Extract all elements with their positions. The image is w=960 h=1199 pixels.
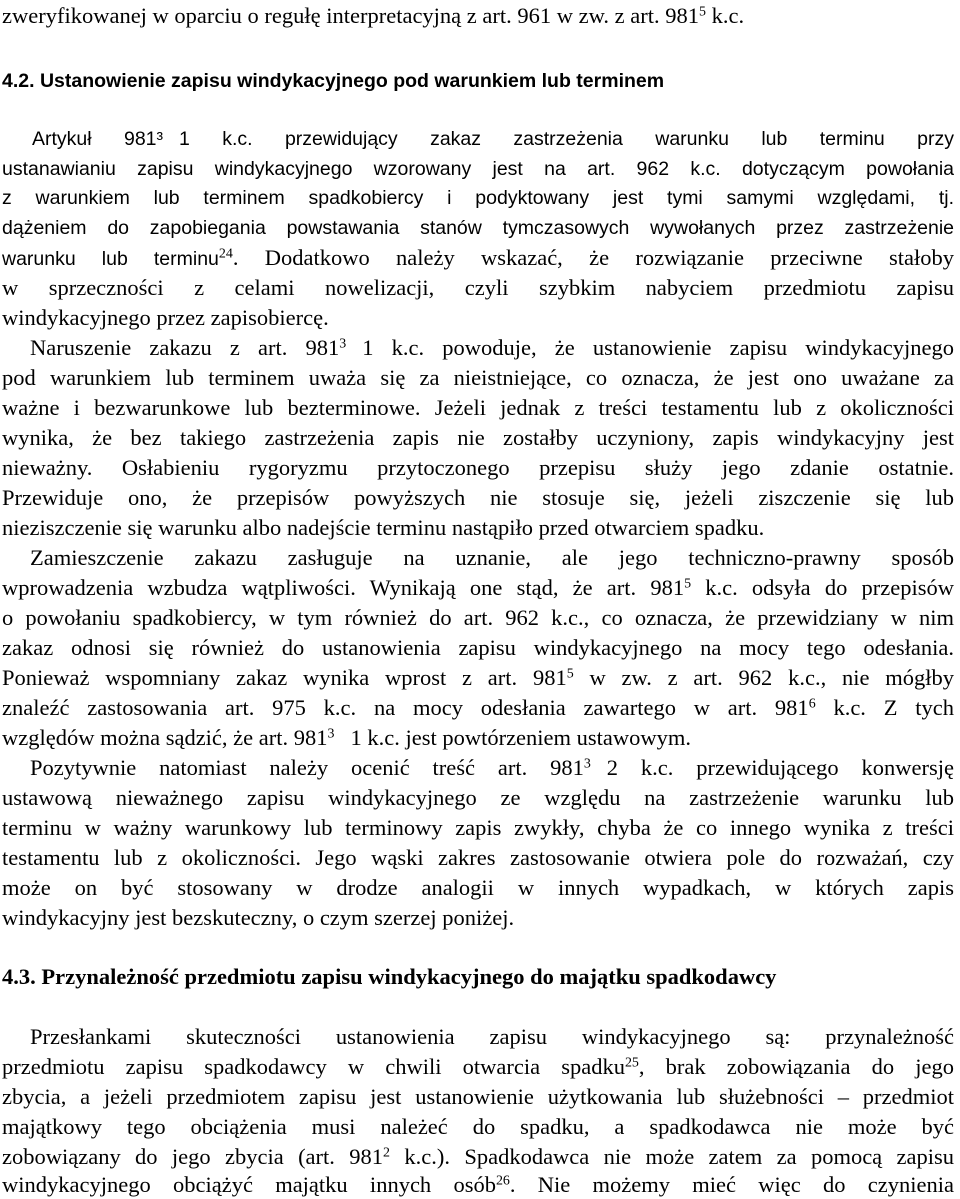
text-line: windykacyjnego przez zapisobiercę.	[2, 305, 329, 330]
text-line: względów można sądzić, że art. $981^3$ 1 k.c. jest powtórzeniem ustawowym.	[2, 725, 692, 750]
text-line: zobowiązany do jego zbycia (art. $981^2$ k.c.). Spadkodawca nie może zatem za pomocą zapisu	[2, 1144, 955, 1169]
text-line: Pozytywnie natomiast należy ocenić treść art. $981^3$ 2 k.c. przewidującego konwersję	[30, 755, 954, 780]
footnote-sup: 25	[624, 1055, 639, 1071]
text-line: zbycia, a jeżeli przedmiotem zapisu jest ustanowienie użytkowania lub służebności – przedmiot	[2, 1084, 954, 1109]
footnote-sup: 2	[383, 1145, 390, 1161]
text-line: pod warunkiem lub terminem uważa się za nieistniejące, co oznacza, że jest ono uważane za	[2, 365, 954, 390]
footnote-sup: 5	[699, 4, 706, 20]
text-line: Naruszenie zakazu z art. $981^3$ 1 k.c. powoduje, że ustanowienie zapisu windykacyjnego	[30, 335, 955, 360]
footnote-sup: 3	[339, 336, 347, 352]
footnote-sup: 3	[583, 756, 591, 772]
text-line: ustanawianiu zapisu windykacyjnego wzorowany jest na art. 962 k.c. dotyczącym powołania	[2, 158, 954, 180]
text-line: ustawową nieważnego zapisu windykacyjnego ze względu na zastrzeżenie warunku lub	[2, 785, 954, 810]
text-line: majątkowy tego obciążenia musi należeć do spadku, a spadkodawca nie może być	[2, 1114, 954, 1139]
text-line: warunku lub terminu$^{24}$. Dodatkowo należy wskazać, że rozwiązanie przeciwne stałoby	[2, 245, 954, 270]
text-line: windykacyjnego obciążyć majątku innych osób$^{26}$. Nie możemy mieć więc do czynienia	[2, 1172, 954, 1197]
section-heading-4-3: 4.3. Przynależność przedmiotu zapisu windykacyjnego do majątku spadkodawcy	[2, 964, 777, 989]
footnote-sup: 24	[218, 246, 233, 262]
text-line: Przesłankami skuteczności ustanowienia zapisu windykacyjnego są: przynależność	[30, 1024, 954, 1049]
text-line: dążeniem do zapobiegania powstawania stanów tymczasowych wywołanych przez zastrzeżenie	[2, 217, 954, 239]
text-line: terminu w ważny warunkowy lub terminowy zapis zwykły, chyba że co innego wynika z treści	[2, 815, 954, 840]
text-line: Artykuł 981³ 1 k.c. przewidujący zakaz zastrzeżenia warunku lub terminu przy	[32, 128, 954, 150]
text-line: nieziszczenie się warunku albo nadejście terminu nastąpiło przed otwarciem spadku.	[2, 515, 765, 540]
text-line: wprowadzenia wzbudza wątpliwości. Wynikają one stąd, że art. $981^5$ k.c. odsyła do przepisów	[2, 575, 954, 600]
text-line: z warunkiem lub terminem spadkobiercy i podyktowany jest tymi samymi względami, tj.	[2, 187, 954, 209]
text-line: wynika, że bez takiego zastrzeżenia zapis nie zostałby uczyniony, zapis windykacyjny jest	[2, 425, 954, 450]
text-line: przedmiotu zapisu spadkodawcy w chwili otwarcia spadku$^{25}$, brak zobowiązania do jego	[2, 1054, 954, 1079]
text-line: w sprzeczności z celami nowelizacji, czyli szybkim nabyciem przedmiotu zapisu	[2, 275, 954, 300]
text-line: ważne i bezwarunkowe lub bezterminowe. Jeżeli jednak z treści testamentu lub z okoliczności	[2, 395, 954, 420]
section-heading-4-2: 4.2. Ustanowienie zapisu windykacyjnego pod warunkiem lub terminem	[2, 70, 665, 92]
text-line: znaleźć zastosowania art. 975 k.c. na mocy odesłania zawartego w art. $981^6$ k.c. Z tych	[2, 695, 954, 720]
footnote-sup: 5	[566, 666, 574, 682]
footnote-sup: 3	[327, 726, 335, 742]
footnote-sup: 26	[495, 1173, 510, 1189]
text-line: Zamieszczenie zakazu zasługuje na uznanie, ale jego techniczno-prawny sposób	[30, 545, 954, 570]
text-line: zweryfikowanej w oparciu o regułę interpretacyjną z art. 961 w zw. z art. $981^5$ k.c.	[2, 3, 745, 28]
text-line: nieważny. Osłabieniu rygoryzmu przytoczonego przepisu służy jego zdanie ostatnie.	[2, 455, 954, 480]
text-line: Przewiduje ono, że przepisów powyższych nie stosuje się, jeżeli ziszczenie się lub	[2, 485, 954, 510]
text-line: Ponieważ wspomniany zakaz wynika wprost z art. $981^5$ w zw. z art. 962 k.c., nie mógłby	[2, 665, 954, 690]
footnote-sup: 5	[684, 576, 692, 592]
text-line: o powołaniu spadkobiercy, w tym również do art. 962 k.c., co oznacza, że przewidziany w nim	[2, 605, 954, 630]
text-line: windykacyjny jest bezskuteczny, o czym szerzej poniżej.	[2, 905, 515, 930]
text-line: zakaz odnosi się również do ustanowienia zapisu windykacyjnego na mocy tego odesłania.	[2, 635, 954, 660]
footnote-sup: 6	[808, 696, 816, 712]
text-line: może on być stosowany w drodze analogii w innych wypadkach, w których zapis	[2, 875, 954, 900]
text-line: testamentu lub z okoliczności. Jego wąski zakres zastosowanie otwiera pole do rozważań, czy	[2, 845, 954, 870]
